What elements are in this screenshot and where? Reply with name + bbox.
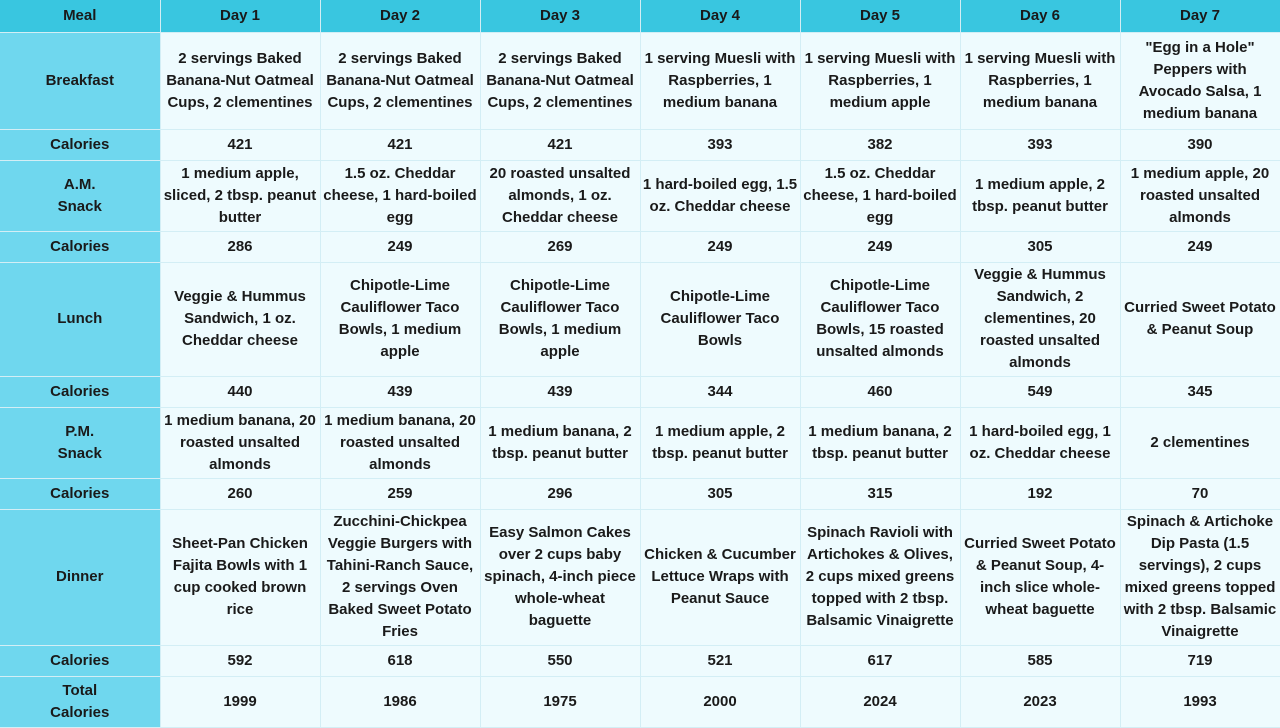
table-cell: Curried Sweet Potato & Peanut Soup, 4-inch slice whole-wheat baguette xyxy=(960,509,1120,645)
calories-cell: 550 xyxy=(480,645,640,676)
row-lunch xyxy=(0,262,1280,376)
calories-cell: 286 xyxy=(160,231,320,262)
calories-cell: 259 xyxy=(320,478,480,509)
calories-cell: 296 xyxy=(480,478,640,509)
row-label-lunch: Lunch xyxy=(0,262,160,376)
table-cell: 1 hard-boiled egg, 1.5 oz. Cheddar cheese xyxy=(640,160,800,231)
total-calories-cell: 1993 xyxy=(1120,676,1280,727)
calories-cell: 618 xyxy=(320,645,480,676)
row-pm-snack-calories xyxy=(0,478,1280,509)
total-calories-cell: 2023 xyxy=(960,676,1120,727)
calories-cell: 305 xyxy=(960,231,1120,262)
table-cell: 20 roasted unsalted almonds, 1 oz. Cheddar cheese xyxy=(480,160,640,231)
table-cell: Chipotle-Lime Cauliflower Taco Bowls, 1 medium apple xyxy=(480,262,640,376)
table-cell: 1.5 oz. Cheddar cheese, 1 hard-boiled egg xyxy=(800,160,960,231)
calories-cell: 460 xyxy=(800,376,960,407)
row-label-calories: Calories xyxy=(0,231,160,262)
table-cell: Zucchini-Chickpea Veggie Burgers with Tahini-Ranch Sauce, 2 servings Oven Baked Sweet Potato Fries xyxy=(320,509,480,645)
calories-cell: 521 xyxy=(640,645,800,676)
calories-cell: 249 xyxy=(640,231,800,262)
calories-cell: 249 xyxy=(1120,231,1280,262)
calories-cell: 249 xyxy=(320,231,480,262)
table-cell: Spinach Ravioli with Artichokes & Olives, 2 cups mixed greens topped with 2 tbsp. Balsamic Vinaigrette xyxy=(800,509,960,645)
table-cell: "Egg in a Hole" Peppers with Avocado Salsa, 1 medium banana xyxy=(1120,32,1280,129)
calories-cell: 617 xyxy=(800,645,960,676)
table-cell: 1.5 oz. Cheddar cheese, 1 hard-boiled egg xyxy=(320,160,480,231)
calories-cell: 344 xyxy=(640,376,800,407)
table-cell: Spinach & Artichoke Dip Pasta (1.5 servings), 2 cups mixed greens topped with 2 tbsp. Balsamic Vinaigrette xyxy=(1120,509,1280,645)
calories-cell: 192 xyxy=(960,478,1120,509)
calories-cell: 345 xyxy=(1120,376,1280,407)
total-calories-cell: 2000 xyxy=(640,676,800,727)
row-label-breakfast: Breakfast xyxy=(0,32,160,129)
table-cell: 1 medium banana, 20 roasted unsalted almonds xyxy=(320,407,480,478)
table-cell: 2 clementines xyxy=(1120,407,1280,478)
header-day-4: Day 4 xyxy=(640,0,800,32)
header-day-5: Day 5 xyxy=(800,0,960,32)
table-cell: 2 servings Baked Banana-Nut Oatmeal Cups, 2 clementines xyxy=(480,32,640,129)
calories-cell: 421 xyxy=(320,129,480,160)
total-calories-cell: 1986 xyxy=(320,676,480,727)
calories-cell: 249 xyxy=(800,231,960,262)
header-row xyxy=(0,0,1280,32)
calories-cell: 269 xyxy=(480,231,640,262)
table-cell: Veggie & Hummus Sandwich, 2 clementines, 20 roasted unsalted almonds xyxy=(960,262,1120,376)
row-label-calories: Calories xyxy=(0,645,160,676)
row-pm-snack xyxy=(0,407,1280,478)
calories-cell: 421 xyxy=(160,129,320,160)
calories-cell: 592 xyxy=(160,645,320,676)
table-cell: 1 serving Muesli with Raspberries, 1 medium apple xyxy=(800,32,960,129)
calories-cell: 719 xyxy=(1120,645,1280,676)
header-day-1: Day 1 xyxy=(160,0,320,32)
calories-cell: 421 xyxy=(480,129,640,160)
calories-cell: 70 xyxy=(1120,478,1280,509)
calories-cell: 260 xyxy=(160,478,320,509)
calories-cell: 305 xyxy=(640,478,800,509)
row-lunch-calories xyxy=(0,376,1280,407)
row-label-calories: Calories xyxy=(0,376,160,407)
header-meal: Meal xyxy=(0,0,160,32)
row-label-pm-snack: P.M. Snack xyxy=(0,407,160,478)
row-label-total-calories: Total Calories xyxy=(0,676,160,727)
table-cell: Chicken & Cucumber Lettuce Wraps with Peanut Sauce xyxy=(640,509,800,645)
calories-cell: 393 xyxy=(960,129,1120,160)
table-cell: 1 medium apple, 20 roasted unsalted almonds xyxy=(1120,160,1280,231)
row-dinner-calories xyxy=(0,645,1280,676)
calories-cell: 393 xyxy=(640,129,800,160)
table-cell: 1 hard-boiled egg, 1 oz. Cheddar cheese xyxy=(960,407,1120,478)
table-cell: 1 medium banana, 2 tbsp. peanut butter xyxy=(800,407,960,478)
table-cell: Chipotle-Lime Cauliflower Taco Bowls xyxy=(640,262,800,376)
table-cell: Curried Sweet Potato & Peanut Soup xyxy=(1120,262,1280,376)
table-cell: 1 serving Muesli with Raspberries, 1 medium banana xyxy=(640,32,800,129)
row-label-am-snack: A.M. Snack xyxy=(0,160,160,231)
table-cell: 1 medium apple, 2 tbsp. peanut butter xyxy=(640,407,800,478)
header-day-2: Day 2 xyxy=(320,0,480,32)
row-am-snack-calories xyxy=(0,231,1280,262)
calories-cell: 439 xyxy=(480,376,640,407)
table-cell: Chipotle-Lime Cauliflower Taco Bowls, 15 roasted unsalted almonds xyxy=(800,262,960,376)
row-am-snack xyxy=(0,160,1280,231)
total-calories-cell: 1975 xyxy=(480,676,640,727)
row-total-calories xyxy=(0,676,1280,727)
table-cell: 1 medium banana, 20 roasted unsalted almonds xyxy=(160,407,320,478)
table-cell: 2 servings Baked Banana-Nut Oatmeal Cups, 2 clementines xyxy=(320,32,480,129)
row-breakfast xyxy=(0,32,1280,129)
header-day-6: Day 6 xyxy=(960,0,1120,32)
calories-cell: 390 xyxy=(1120,129,1280,160)
total-calories-cell: 1999 xyxy=(160,676,320,727)
row-label-calories: Calories xyxy=(0,478,160,509)
table-cell: 1 medium banana, 2 tbsp. peanut butter xyxy=(480,407,640,478)
table-cell: 1 medium apple, sliced, 2 tbsp. peanut butter xyxy=(160,160,320,231)
table-cell: Sheet-Pan Chicken Fajita Bowls with 1 cup cooked brown rice xyxy=(160,509,320,645)
row-label-calories: Calories xyxy=(0,129,160,160)
header-day-3: Day 3 xyxy=(480,0,640,32)
row-dinner xyxy=(0,509,1280,645)
table-cell: 2 servings Baked Banana-Nut Oatmeal Cups, 2 clementines xyxy=(160,32,320,129)
calories-cell: 440 xyxy=(160,376,320,407)
table-cell: Veggie & Hummus Sandwich, 1 oz. Cheddar cheese xyxy=(160,262,320,376)
row-label-dinner: Dinner xyxy=(0,509,160,645)
table-cell: Chipotle-Lime Cauliflower Taco Bowls, 1 medium apple xyxy=(320,262,480,376)
row-breakfast-calories xyxy=(0,129,1280,160)
calories-cell: 439 xyxy=(320,376,480,407)
calories-cell: 315 xyxy=(800,478,960,509)
calories-cell: 382 xyxy=(800,129,960,160)
calories-cell: 585 xyxy=(960,645,1120,676)
total-calories-cell: 2024 xyxy=(800,676,960,727)
header-day-7: Day 7 xyxy=(1120,0,1280,32)
table-cell: 1 medium apple, 2 tbsp. peanut butter xyxy=(960,160,1120,231)
table-cell: 1 serving Muesli with Raspberries, 1 medium banana xyxy=(960,32,1120,129)
table-cell: Easy Salmon Cakes over 2 cups baby spinach, 4-inch piece whole-wheat baguette xyxy=(480,509,640,645)
calories-cell: 549 xyxy=(960,376,1120,407)
